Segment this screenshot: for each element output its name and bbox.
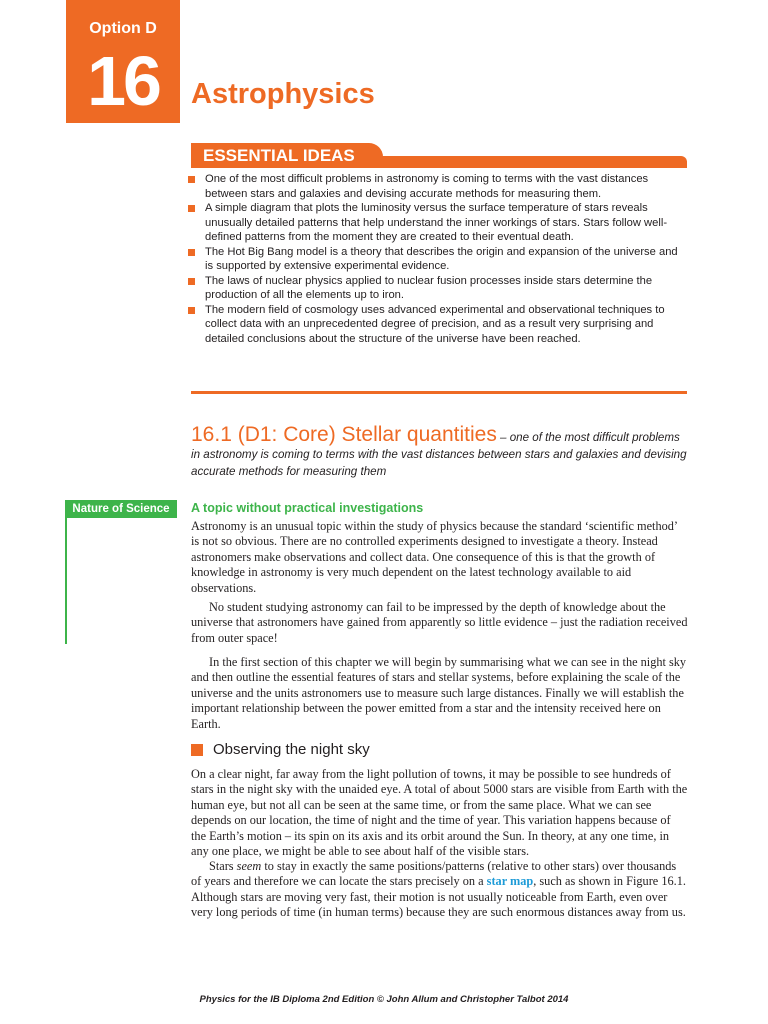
paragraph: No student studying astronomy can fail to be impressed by the depth of knowledge about the universe that astronomers have gained from apparently so little evidence – just the radiation received from outer space!: [191, 600, 688, 645]
list-item: The modern field of cosmology uses advanced experimental and observational techniques to collect data with an unprecedented degree of precision, and as a result very surprising and detailed conclusions about the structure of the universe have been reached.: [187, 303, 687, 347]
section-title: 16.1 (D1: Core) Stellar quantities: [191, 423, 497, 446]
list-item: The laws of nuclear physics applied to nuclear fusion processes inside stars determine the production of all the elements up to iron.: [187, 274, 687, 303]
nature-of-science-rule: [65, 518, 67, 644]
section-heading: [191, 423, 691, 480]
list-item: One of the most difficult problems in astronomy is coming to terms with the vast distances between stars and galaxies and devising accurate methods for measuring them.: [187, 172, 687, 201]
essential-ideas-list: [187, 172, 687, 346]
subsection-heading: Observing the night sky: [213, 741, 370, 758]
page-footer: Physics for the IB Diploma 2nd Edition © John Allum and Christopher Talbot 2014: [199, 994, 569, 1005]
nature-of-science-heading: A topic without practical investigations: [191, 501, 424, 515]
option-label: Option D: [89, 20, 157, 37]
star-map-link[interactable]: star map: [486, 874, 534, 889]
square-bullet-icon: [191, 744, 203, 756]
square-bullet-icon: [188, 176, 195, 183]
paragraph: On a clear night, far away from the light pollution of towns, it may be possible to see hundreds of stars in the night sky with the unaided eye. A total of about 5000 stars are visible from Earth with the human eye, but not all can be seen at the same time, or from the same place. What we can see depends on our location, the time of night and the time of year. This variation happens because of the Earth’s motion – its spin on its axis and its orbit around the Sun. In theory, at any one time, in any one place, we might be able to see about half of the visible stars.: [191, 767, 688, 859]
square-bullet-icon: [188, 249, 195, 256]
list-item: A simple diagram that plots the luminosity versus the surface temperature of stars reveals unusually detailed patterns that help understand the inner workings of stars. Stars follow well-defined patterns from the moment they are created to their eventual death.: [187, 201, 687, 245]
chapter-number: 16: [87, 42, 159, 120]
square-bullet-icon: [188, 205, 195, 212]
square-bullet-icon: [188, 307, 195, 314]
nature-of-science-label: Nature of Science: [65, 500, 177, 518]
square-bullet-icon: [188, 278, 195, 285]
section-subtitle: – one of the most difficult problems in astronomy is coming to terms with the vast distances between stars and galaxies and devising accurate methods for measuring them: [191, 431, 687, 478]
paragraph: Stars seem to stay in exactly the same positions/patterns (relative to other stars) over thousands of years and therefore we can locate the stars precisely on a star map, such as shown in Figure 16.1. Although stars are moving very fast, their motion is not usually noticeable from Earth, even over very long periods of time (in human terms) because they are such enormous distances away from us.: [191, 859, 686, 920]
essential-ideas-bottom-rule: [191, 391, 687, 394]
chapter-block: [66, 0, 180, 123]
essential-ideas-heading: ESSENTIAL IDEAS: [191, 143, 383, 168]
paragraph: In the first section of this chapter we will begin by summarising what we can see in the night sky and then outline the essential features of stars and stellar systems, before explaining the scale of the universe and the units astronomers use to measure such large distances. Finally we will establish the important relationship between the power emitted from a star and the intensity received here on Earth.: [191, 655, 687, 731]
list-item: The Hot Big Bang model is a theory that describes the origin and expansion of the universe and is supported by extensive experimental evidence.: [187, 245, 687, 274]
chapter-title: Astrophysics: [191, 78, 375, 110]
paragraph: Astronomy is an unusual topic within the study of physics because the standard ‘scientific method’ is not so obvious. There are no controlled experiments designed to investigate a theory. Instead astronomers make observations and collect data. One consequence of this is that the growth of knowledge in astronomy is very much dependent on the latest technology available to aid observations.: [191, 519, 678, 595]
